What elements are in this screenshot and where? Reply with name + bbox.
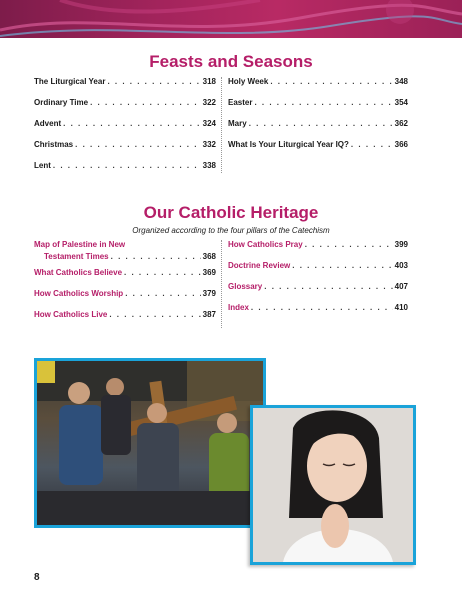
banner-swirl-graphic — [0, 0, 462, 38]
leader-dots — [264, 282, 392, 292]
toc-page: 362 — [394, 119, 408, 128]
toc-label: The Liturgical Year — [34, 77, 106, 86]
toc-label: Lent — [34, 161, 51, 170]
toc-entry[interactable] — [228, 261, 408, 282]
leader-dots — [292, 261, 392, 271]
toc-page: 318 — [202, 77, 216, 86]
leader-dots — [270, 77, 392, 87]
toc-label: Holy Week — [228, 77, 269, 86]
toc-entry[interactable] — [228, 240, 408, 261]
toc-entry[interactable] — [34, 289, 216, 310]
toc-label: Testament Times — [44, 252, 109, 261]
toc-label: How Catholics Live — [34, 310, 108, 319]
column-divider — [221, 77, 222, 173]
leader-dots — [351, 140, 393, 150]
leader-dots — [90, 98, 201, 108]
top-banner — [0, 0, 462, 38]
toc-label: Doctrine Review — [228, 261, 291, 270]
toc-entry[interactable] — [34, 240, 216, 268]
toc-entry[interactable] — [228, 98, 408, 119]
toc-label: Map of Palestine in New — [34, 240, 126, 249]
heritage-right-column — [228, 240, 408, 324]
toc-entry[interactable] — [34, 119, 216, 140]
leader-dots — [124, 268, 201, 278]
feasts-right-column — [228, 77, 408, 161]
toc-label: What Catholics Believe — [34, 268, 123, 277]
toc-page: 387 — [202, 310, 216, 319]
toc-label: Mary — [228, 119, 247, 128]
toc-label: How Catholics Pray — [228, 240, 303, 249]
toc-label: What Is Your Liturgical Year IQ? — [228, 140, 349, 149]
toc-entry[interactable] — [228, 77, 408, 98]
toc-label: Ordinary Time — [34, 98, 89, 107]
toc-entry[interactable] — [34, 268, 216, 289]
toc-entry[interactable] — [34, 98, 216, 119]
leader-dots — [53, 161, 201, 171]
toc-page: 324 — [202, 119, 216, 128]
column-divider — [221, 240, 222, 328]
toc-page: 369 — [202, 268, 216, 277]
toc-entry[interactable] — [228, 282, 408, 303]
toc-page: 348 — [394, 77, 408, 86]
toc-page: 354 — [394, 98, 408, 107]
leader-dots — [111, 252, 201, 262]
leader-dots — [107, 77, 200, 87]
leader-dots — [125, 289, 200, 299]
toc-page: 410 — [394, 303, 408, 312]
toc-page: 338 — [202, 161, 216, 170]
toc-label: Advent — [34, 119, 62, 128]
toc-page: 399 — [394, 240, 408, 249]
toc-label: Index — [228, 303, 249, 312]
toc-entry[interactable] — [228, 119, 408, 140]
leader-dots — [63, 119, 201, 129]
leader-dots — [251, 303, 393, 313]
leader-dots — [305, 240, 393, 250]
toc-label: Easter — [228, 98, 253, 107]
toc-label: Christmas — [34, 140, 74, 149]
toc-entry[interactable] — [228, 303, 408, 324]
toc-entry[interactable] — [34, 77, 216, 98]
leader-dots — [254, 98, 392, 108]
leader-dots — [109, 310, 200, 320]
toc-page: 322 — [202, 98, 216, 107]
toc-page: 407 — [394, 282, 408, 291]
heritage-subtitle: Organized according to the four pillars of the Catechism — [132, 226, 330, 235]
toc-label: How Catholics Worship — [34, 289, 124, 298]
toc-page: 366 — [394, 140, 408, 149]
toc-page: 332 — [202, 140, 216, 149]
feasts-left-column — [34, 77, 216, 182]
toc-page: 368 — [202, 252, 216, 261]
leader-dots — [75, 140, 201, 150]
toc-entry[interactable] — [34, 310, 216, 331]
heritage-title: Our Catholic Heritage — [143, 203, 319, 222]
feasts-title: Feasts and Seasons — [149, 52, 313, 71]
toc-label: Glossary — [228, 282, 263, 291]
praying-girl-photo — [250, 405, 416, 565]
leader-dots — [249, 119, 393, 129]
toc-page: 403 — [394, 261, 408, 270]
toc-entry[interactable] — [34, 140, 216, 161]
praying-girl-illustration — [253, 408, 413, 562]
procession-photo — [34, 358, 266, 528]
heritage-left-column — [34, 240, 216, 331]
toc-page: 379 — [202, 289, 216, 298]
procession-illustration — [37, 361, 263, 525]
toc-entry[interactable] — [34, 161, 216, 182]
toc-entry[interactable] — [228, 140, 408, 161]
page-number: 8 — [34, 572, 40, 583]
